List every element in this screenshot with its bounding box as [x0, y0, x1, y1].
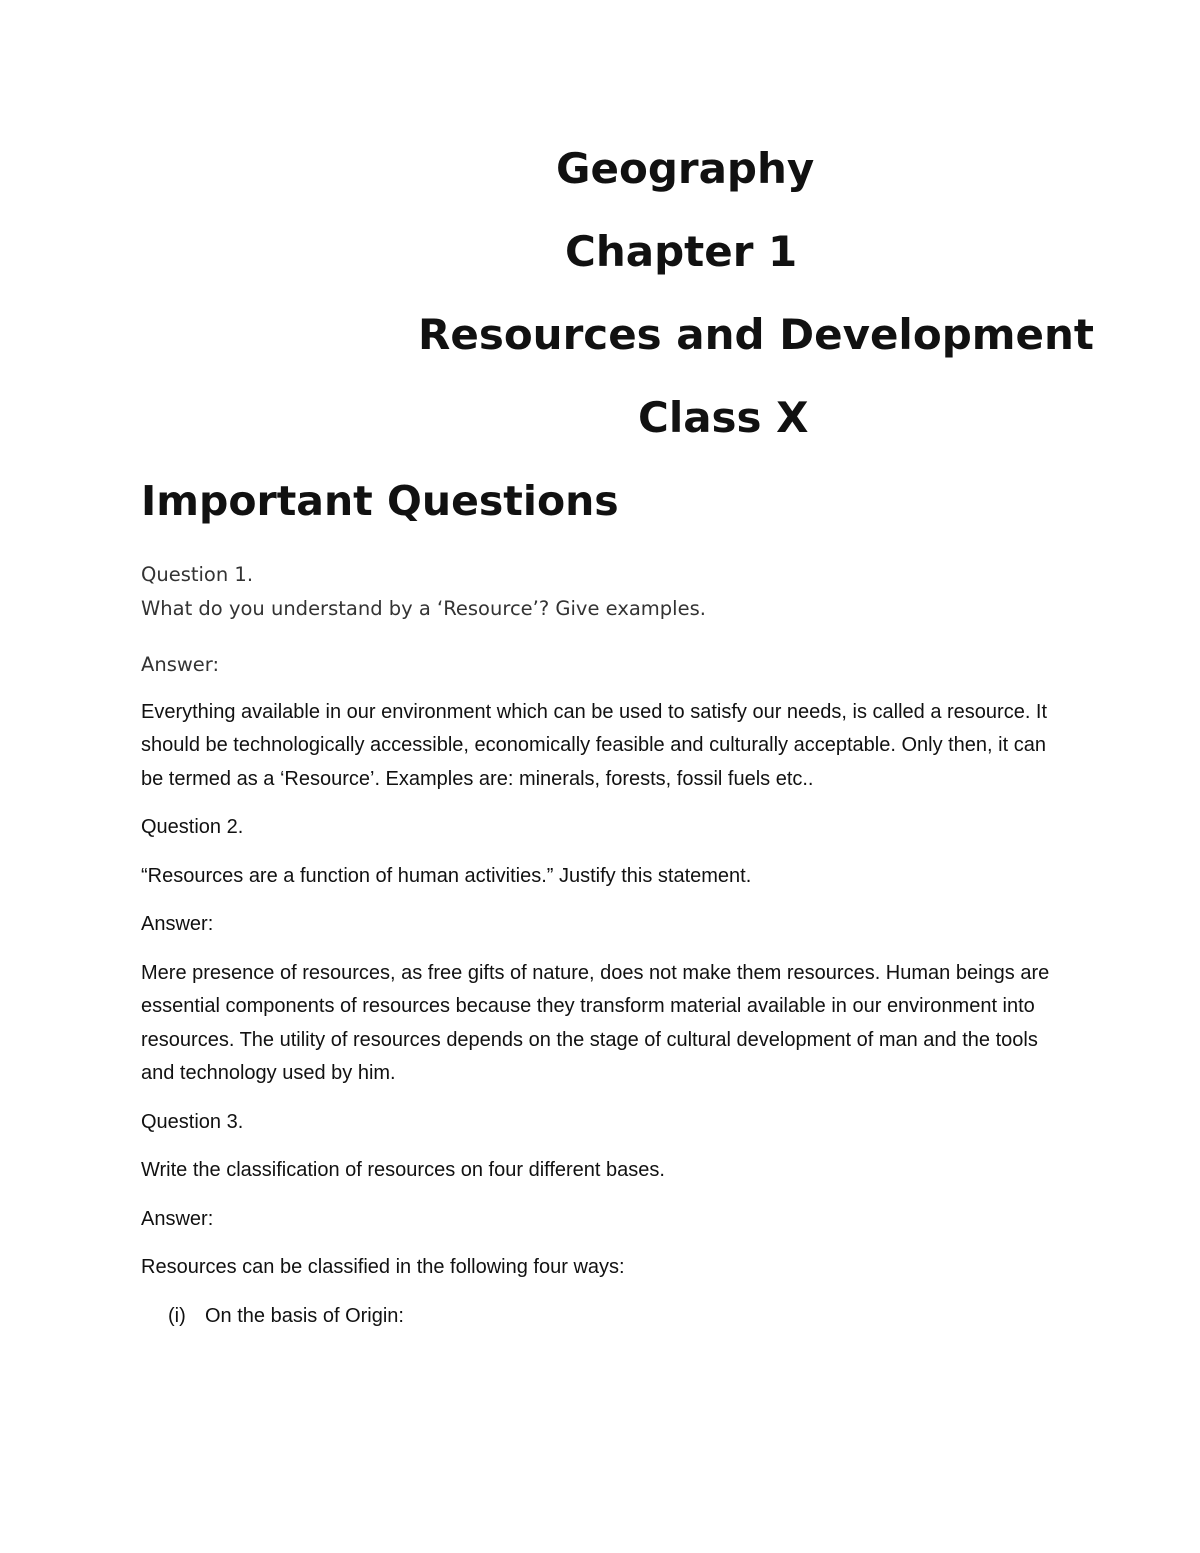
answer-label: Answer: [141, 913, 214, 935]
question-text: Write the classification of resources on four different bases. [141, 1159, 665, 1181]
questions-body [141, 558, 1066, 1333]
list-item-text: On the basis of Origin: [205, 1304, 404, 1327]
list-marker: (i) [168, 1304, 186, 1327]
list-item [141, 1300, 1066, 1334]
question-label: Question 3. [141, 1110, 244, 1133]
chapter-number: Chapter 1 [565, 227, 798, 276]
subject-title: Geography [556, 144, 815, 193]
answer-label: Answer: [141, 1207, 214, 1230]
question-label: Question 2. [141, 816, 244, 838]
question-block-3 [141, 1106, 1066, 1334]
question-text: “Resources are a function of human activities.” Justify this statement. [141, 864, 752, 887]
chapter-title: Resources and Development [418, 310, 1094, 359]
answer-text: Resources can be classified in the following four ways: [141, 1256, 625, 1278]
answer-label: Answer: [141, 653, 220, 676]
class-name: Class X [638, 393, 809, 442]
question-text: What do you understand by a ‘Resource’? Give examples. [141, 596, 706, 620]
answer-text: Mere presence of resources, as free gifts of nature, does not make them resources. Human beings are essential components of resources because they transform material available in our environment into resources. The utility of resources depends on the stage of cultural development of man and the tools and technology used by him. [141, 961, 1050, 1084]
answer-text: Everything available in our environment which can be used to satisfy our needs, is called a resource. It should be technologically accessible, economically feasible and culturally acceptable. Only then, it can be termed as a ‘Resource’. Examples are: minerals, forests, fossil fuels etc.. [141, 700, 1048, 790]
question-label: Question 1. [141, 563, 254, 586]
section-heading: Important Questions [141, 477, 619, 525]
question-block-2 [141, 811, 1066, 1091]
question-block-1 [141, 558, 1066, 796]
